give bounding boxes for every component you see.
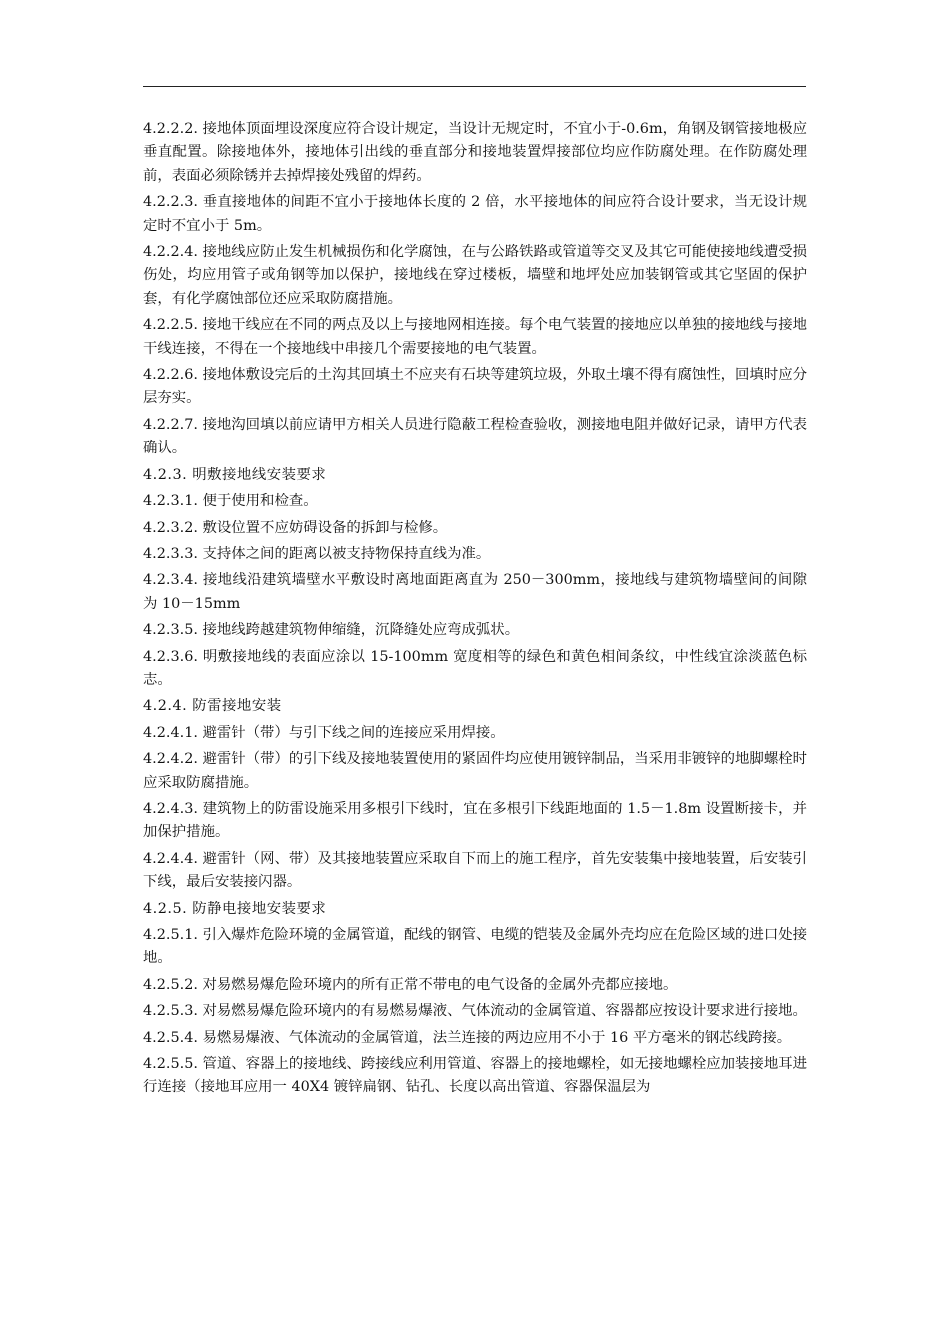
paragraph: 4.2.2.5. 接地干线应在不同的两点及以上与接地网相连接。每个电气装置的接地应以单独的接地线与接地干线连接，不得在一个接地线中串接几个需要接地的电气装置。: [143, 317, 807, 357]
paragraph: 4.2.5.5. 管道、容器上的接地线、跨接线应利用管道、容器上的接地螺栓，如无接地螺栓应加装接地耳进行连接（接地耳应用一 40X4 镀锌扁钢、钻孔、长度以高出管道、容器保温层为: [143, 1056, 807, 1096]
paragraph: 4.2.5.4. 易燃易爆液、气体流动的金属管道，法兰连接的两边应用不小于 16 平方毫米的钢芯线跨接。: [143, 1029, 792, 1046]
paragraph: 4.2.3.3. 支持体之间的距离以被支持物保持直线为准。: [143, 545, 491, 562]
paragraph: 4.2.5.2. 对易燃易爆危险环境内的所有正常不带电的电气设备的金属外壳都应接地。: [143, 976, 678, 993]
header-rule: [143, 86, 806, 87]
document-body: [143, 118, 807, 1103]
paragraph: 4.2.2.2. 接地体顶面埋设深度应符合设计规定，当设计无规定时，不宜小于-0.6m，角钢及钢管接地极应垂直配置。除接地体外，接地体引出线的垂直部分和接地装置焊接部位均应作防腐处理。在作防腐处理前，表面必须除锈并去掉焊接处残留的焊药。: [143, 121, 807, 184]
paragraph: 4.2.2.3. 垂直接地体的间距不宜小于接地体长度的 2 倍，水平接地体的间应符合设计要求，当无设计规定时不宜小于 5m。: [143, 194, 807, 234]
section-heading: 4.2.4. 防雷接地安装: [143, 698, 282, 715]
paragraph: 4.2.3.4. 接地线沿建筑墙壁水平敷设时离地面距离直为 250－300mm，接地线与建筑物墙壁间的间隙为 10－15mm: [143, 572, 807, 612]
paragraph: 4.2.3.2. 敷设位置不应妨碍设备的拆卸与检修。: [143, 519, 448, 536]
paragraph: 4.2.3.5. 接地线跨越建筑物伸缩缝，沉降缝处应弯成弧状。: [143, 622, 520, 639]
paragraph: 4.2.4.4. 避雷针（网、带）及其接地装置应采取自下而上的施工程序，首先安装集中接地装置，后安装引下线，最后安装接闪器。: [143, 850, 807, 891]
section-heading: 4.2.5. 防静电接地安装要求: [143, 900, 327, 917]
paragraph: 4.2.4.2. 避雷针（带）的引下线及接地装置使用的紧固件均应使用镀锌制品，当采用非镀锌的地脚螺栓时应采取防腐措施。: [143, 751, 807, 791]
paragraph: 4.2.4.1. 避雷针（带）与引下线之间的连接应采用焊接。: [143, 724, 505, 741]
paragraph: 4.2.2.6. 接地体敷设完后的土沟其回填土不应夹有石块等建筑垃圾，外取土壤不得有腐蚀性，回填时应分层夯实。: [143, 367, 807, 407]
paragraph: 4.2.2.7. 接地沟回填以前应请甲方相关人员进行隐蔽工程检查验收，测接地电阻并做好记录，请甲方代表确认。: [143, 416, 807, 457]
paragraph: 4.2.2.4. 接地线应防止发生机械损伤和化学腐蚀，在与公路铁路或管道等交叉及其它可能使接地线遭受损伤处，均应用管子或角钢等加以保护，接地线在穿过楼板，墙壁和地坪处应加装钢管或其它坚固的保护套，有化学腐蚀部位还应采取防腐措施。: [143, 244, 807, 307]
paragraph: 4.2.5.1. 引入爆炸危险环境的金属管道，配线的钢管、电缆的铠装及金属外壳均应在危险区域的进口处接地。: [143, 927, 807, 967]
paragraph: 4.2.3.6. 明敷接地线的表面应涂以 15-100mm 宽度相等的绿色和黄色相间条纹，中性线宜涂淡蓝色标志。: [143, 648, 807, 688]
paragraph: 4.2.4.3. 建筑物上的防雷设施采用多根引下线时，宜在多根引下线距地面的 1.5－1.8m 设置断接卡，并加保护措施。: [143, 800, 807, 841]
section-heading: 4.2.3. 明敷接地线安装要求: [143, 466, 327, 483]
paragraph: 4.2.5.3. 对易燃易爆危险环境内的有易燃易爆液、气体流动的金属管道、容器都应按设计要求进行接地。: [143, 1003, 807, 1020]
paragraph: 4.2.3.1. 便于使用和检查。: [143, 493, 318, 510]
